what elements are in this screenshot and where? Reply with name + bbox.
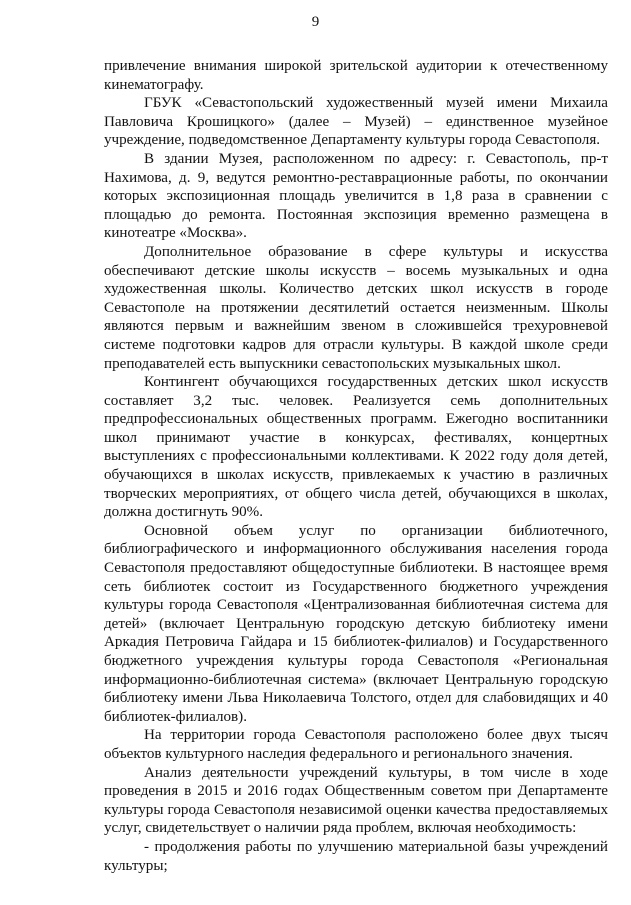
paragraph-cultural-heritage: На территории города Севастополя расположено более двух тысяч объектов культурного наследия федерального и регионального значения. [104,727,608,762]
paragraph-museum: ГБУК «Севастопольский художественный музей имени Михаила Павловича Крошицкого» (далее – Музей) – единственное музейное учреждение, подведомственное Департаменту культуры города Севастополя. [104,95,608,149]
paragraph-intro-continuation: привлечение внимания широкой зрительской аудитории к отечественному кинематографу. [104,58,608,93]
paragraph-students-contingent: Контингент обучающихся государственных детских школ искусств составляет 3,2 тыс. человек. Реализуется семь дополнительных предпрофессиональных общественных программ. Ежегодно воспитанники школ принимают участие в конкурсах, фестивалях, концертных выступлениях с профессиональными коллективами. К 2022 году доля детей, обучающихся в школах искусств, привлекаемых к участию в различных творческих мероприятиях, от общего числа детей, обучающихся в школах, должна достигнуть 90%. [104,374,608,521]
paragraph-libraries: Основной объем услуг по организации библиотечного, библиографического и информационного обслуживания населения города Севастополя предоставляют общедоступные библиотеки. В настоящее время сеть библиотек состоит из Государственного бюджетного учреждения культуры города Севастополя «Централизованная библиотечная система для детей» (включает Центральную городскую детскую библиотеку имени Аркадия Петровича Гайдара и 15 библиотек-филиалов) и Государственного бюджетного учреждения культуры города Севастополя «Региональная информационно-библиотечная система» (включает Центральную городскую библиотеку имени Льва Николаевича Толстого, отдел для слабовидящих и 40 библиотек-филиалов). [104,522,608,725]
page-number: 9 [311,14,320,30]
document-body [104,57,608,875]
paragraph-analysis: Анализ деятельности учреждений культуры, в том числе в ходе проведения в 2015 и 2016 годах Общественным советом при Департаменте культуры города Севастополя независимой оценки качества предоставляемых услуг, свидетельствует о наличии ряда проблем, включая необходимость: [104,764,608,837]
list-item-material-base: - продолжения работы по улучшению материальной базы учреждений культуры; [104,838,608,874]
paragraph-museum-building: В здании Музея, расположенном по адресу: г. Севастополь, пр-т Нахимова, д. 9, ведутся ремонтно-реставрационные работы, по окончании которых экспозиционная площадь увеличится в 1,8 раза в сравнении с площадью до ремонта. Постоянная экспозиция временно размещена в кинотеатре «Москва». [104,150,608,242]
paragraph-additional-education: Дополнительное образование в сфере культуры и искусства обеспечивают детские школы искусств – восемь музыкальных и одна художественная школы. Количество детских школ искусств в городе Севастополе на протяжении десятилетий остается неизменным. Школы являются первым и важнейшим звеном в сложившейся трехуровневой системе подготовки кадров для отрасли культуры. В каждой школе среди преподавателей есть выпускники севастопольских музыкальных школ. [104,243,608,372]
